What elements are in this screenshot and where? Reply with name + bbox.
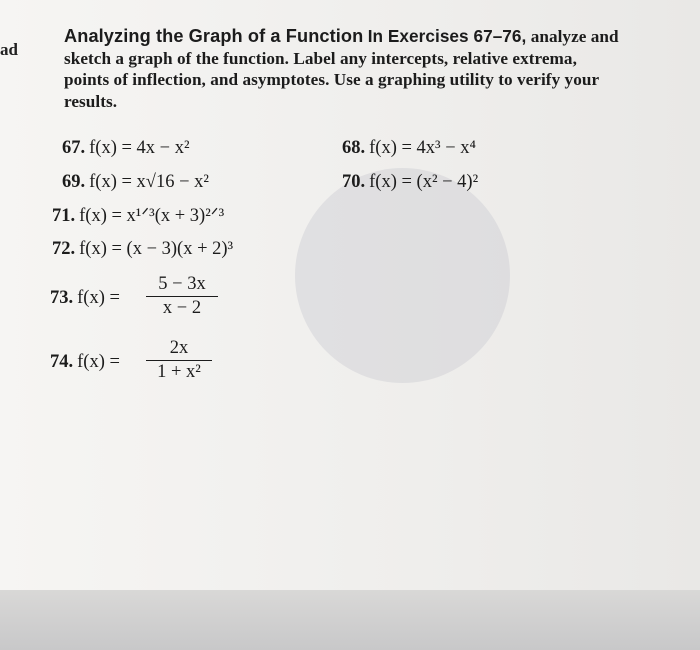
exercise-expression: f(x) = 4x − x²: [89, 138, 190, 158]
exercise-expression: f(x) = 4x³ − x⁴: [369, 138, 476, 158]
exercise-number: 69.: [62, 172, 86, 192]
exercise-number: 68.: [342, 138, 366, 158]
exercise-heading: [64, 26, 624, 112]
fraction-bar: [146, 360, 212, 361]
fraction-bar: [146, 296, 218, 297]
exercise-number: 74.: [50, 352, 74, 372]
exercise-71: [52, 205, 224, 227]
exercise-number: 67.: [62, 138, 86, 158]
table-surface: [0, 590, 700, 650]
exercise-expression: f(x) = x¹ᐟ³(x + 3)²ᐟ³: [79, 206, 225, 226]
exercise-number: 72.: [52, 239, 76, 259]
adjacent-page-fragment: ad: [0, 40, 18, 59]
exercise-68: [342, 138, 476, 159]
exercise-number: 73.: [50, 288, 74, 308]
fraction-denominator: 1 + x²: [157, 362, 201, 382]
exercise-range: In Exercises 67–76,: [367, 26, 527, 46]
fraction-74: [146, 338, 212, 383]
exercise-73: [50, 288, 120, 309]
exercise-67: [62, 138, 190, 159]
exercise-lhs: f(x) =: [77, 352, 120, 372]
exercise-70: [342, 172, 478, 193]
exercise-72: [52, 239, 233, 260]
exercise-expression: f(x) = x√16 − x²: [89, 172, 209, 192]
fraction-denominator: x − 2: [162, 298, 202, 318]
section-title: Analyzing the Graph of a Function: [64, 26, 364, 46]
exercise-expression: f(x) = (x² − 4)²: [369, 172, 479, 192]
exercise-number: 71.: [52, 206, 76, 226]
fraction-numerator: 2x: [169, 338, 189, 358]
instructions: analyze and sketch a graph of the function. Label any intercepts, relative extrema, points of inflection, and asymptotes. Use a graphing utility to verify your results.: [64, 27, 619, 111]
shadow-blob: [295, 168, 510, 383]
exercise-number: 70.: [342, 172, 366, 192]
exercise-lhs: f(x) =: [77, 288, 120, 308]
exercise-74: [50, 352, 120, 373]
fraction-73: [146, 274, 218, 319]
fraction-numerator: 5 − 3x: [158, 274, 206, 294]
exercise-expression: f(x) = (x − 3)(x + 2)³: [79, 239, 234, 259]
exercise-69: [62, 172, 209, 193]
